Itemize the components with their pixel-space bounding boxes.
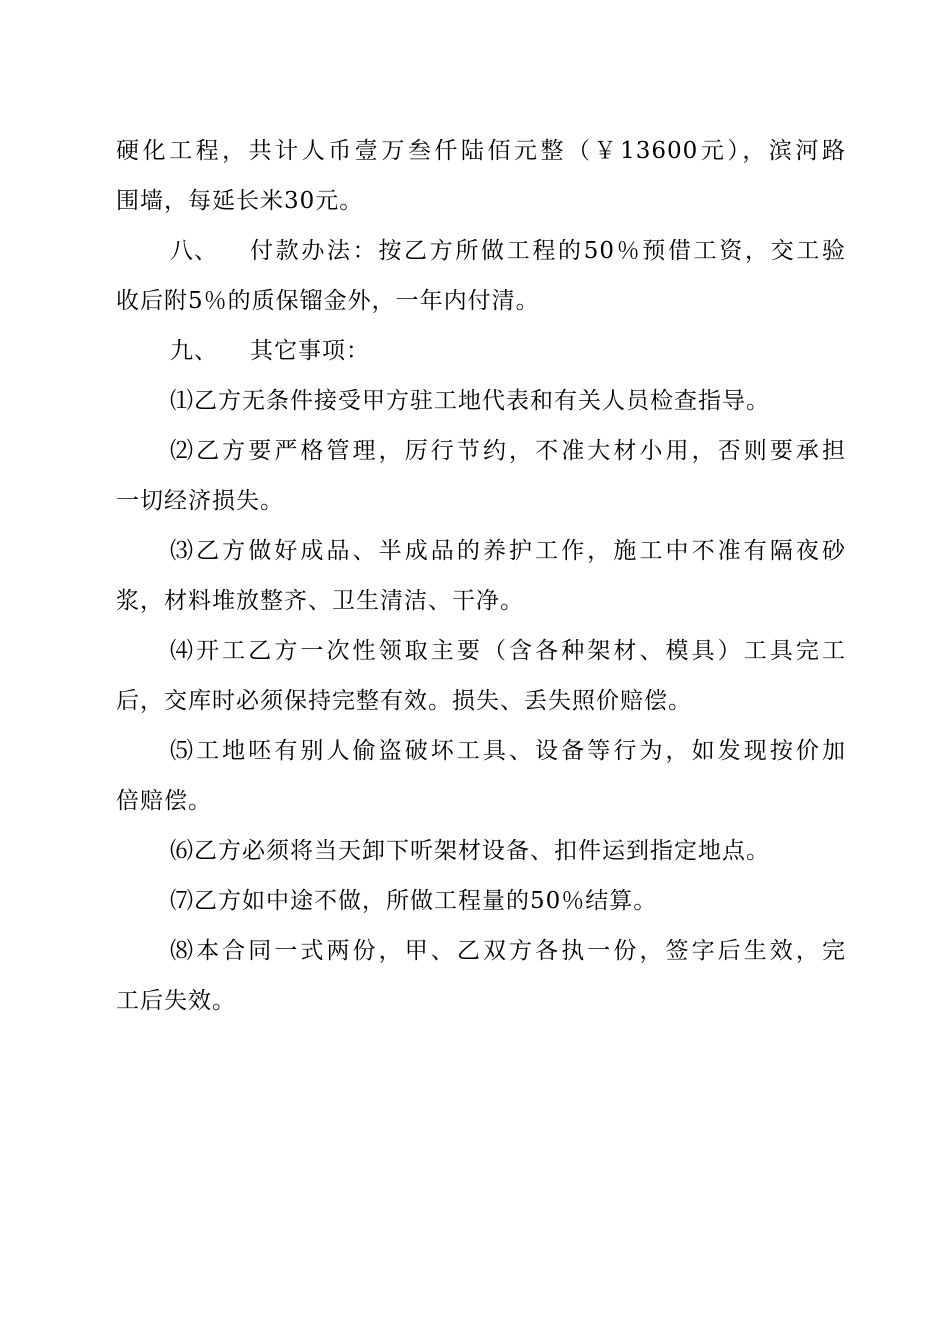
section-8-number: 八、: [170, 238, 218, 264]
section-9-number: 九、: [170, 338, 218, 364]
item-4-line-2: 后，交库时必须保持完整有效。损失、丢失照价赔偿。: [116, 688, 692, 714]
section-9-title: 其它事项：: [250, 338, 370, 364]
item-5-line-2: 倍赔偿。: [116, 788, 212, 814]
item-2-line-1: ⑵乙方要严格管理，厉行节约，不准大材小用，否则要承担: [170, 438, 846, 464]
item-3-line-2: 浆，材料堆放整齐、卫生清洁、干净。: [116, 588, 524, 614]
item-1-line-1: ⑴乙方无条件接受甲方驻工地代表和有关人员检查指导。: [170, 388, 770, 414]
item-3-line-1: ⑶乙方做好成品、半成品的养护工作，施工中不准有隔夜砂: [170, 538, 846, 564]
item-8-line-2: 工后失效。: [116, 988, 236, 1014]
item-5-line-1: ⑸工地呸有别人偷盗破坏工具、设备等行为，如发现按价加: [170, 738, 846, 764]
item-8-line-1: ⑻本合同一式两份，甲、乙双方各执一份，签字后生效，完: [170, 938, 846, 964]
item-4-line-1: ⑷开工乙方一次性领取主要（含各种架材、模具）工具完工: [170, 638, 846, 664]
item-6-line-1: ⑹乙方必须将当天卸下听架材设备、扣件运到指定地点。: [170, 838, 770, 864]
item-2-line-2: 一切经济损失。: [116, 488, 284, 514]
section-8-line-1: 付款办法：按乙方所做工程的50％预借工资，交工验: [250, 238, 846, 264]
intro-line-2: 围墙，每延长米30元。: [116, 188, 364, 214]
intro-line-1: 硬化工程，共计人币壹万叁仟陆佰元整（￥13600元），滨河路: [116, 138, 846, 164]
item-7-line-1: ⑺乙方如中途不做，所做工程量的50％结算。: [170, 888, 658, 914]
section-8-line-2: 收后附5％的质保镏金外，一年内付清。: [116, 288, 540, 314]
